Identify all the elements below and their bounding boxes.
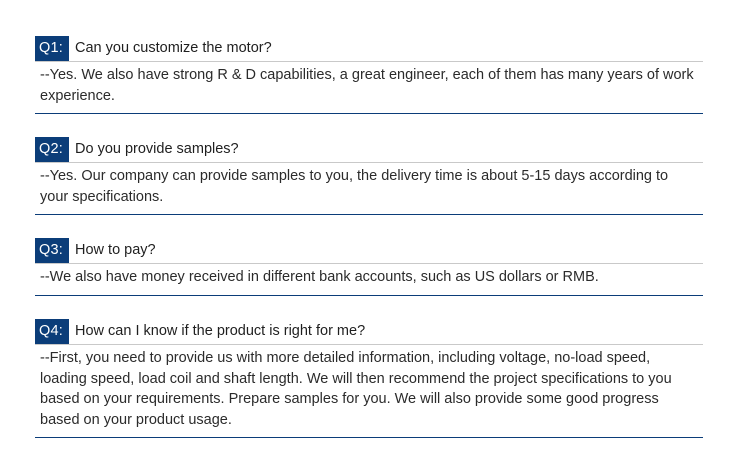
question-row [35,36,703,62]
faq-divider [35,295,703,296]
question-text: Do you provide samples? [75,141,239,157]
faq-divider [35,214,703,215]
faq-item-q1 [35,36,703,106]
answer-text: --Yes. Our company can provide samples to you, the delivery time is about 5-15 days according to your specifications. [40,168,669,205]
question-badge: Q1: [35,36,69,61]
question-text: How to pay? [75,242,156,258]
question-text: Can you customize the motor? [75,40,272,56]
question-text: How can I know if the product is right for me? [75,323,366,339]
question-badge: Q4: [35,319,69,344]
faq-divider [35,113,703,114]
faq-item-q3 [35,238,703,288]
question-badge: Q2: [35,137,69,162]
question-row [35,137,703,163]
answer-text: --First, you need to provide us with more detailed information, including voltage, no-load speed, loading speed, load coil and shaft length. We will then recommend the project specifications to you based on your requirements. Prepare samples for you. We will also provide some good progress based on your product usage. [40,350,672,428]
question-row [35,238,703,264]
answer-text: --We also have money received in different bank accounts, such as US dollars or RMB. [40,269,599,285]
answer-text: --Yes. We also have strong R & D capabilities, a great engineer, each of them has many years of work experience. [40,67,694,104]
question-row [35,319,703,345]
faq-item-q2 [35,137,703,207]
faq-item-q4 [35,319,703,430]
question-badge: Q3: [35,238,69,263]
faq-divider [35,437,703,438]
